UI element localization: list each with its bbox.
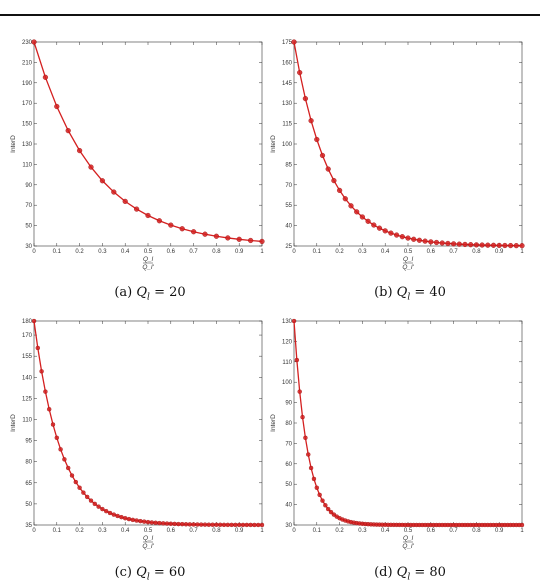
data-point <box>485 243 490 248</box>
x-tick-label: 0.6 <box>166 249 175 255</box>
data-point <box>192 522 196 526</box>
data-point <box>314 137 319 142</box>
y-tick-label: 145 <box>281 80 292 87</box>
data-point <box>165 522 169 526</box>
y-tick-label: 65 <box>25 480 32 487</box>
data-point <box>474 242 479 247</box>
data-point <box>135 519 139 523</box>
y-tick-label: 50 <box>285 482 292 489</box>
y-tick-label: 110 <box>282 359 292 366</box>
caption-d: (d) $Q_l = 80$ <box>374 565 446 583</box>
data-point <box>74 480 78 484</box>
data-point <box>184 522 188 526</box>
y-tick-label: 110 <box>22 417 32 424</box>
y-axis-label: InterD <box>10 135 17 153</box>
data-point <box>127 517 131 521</box>
data-point <box>188 522 192 526</box>
y-tick-label: 85 <box>285 162 292 169</box>
data-point <box>514 243 519 248</box>
x-label-denominator: Q_l' <box>142 264 154 271</box>
x-label-denominator: Q_l' <box>402 264 414 271</box>
data-point <box>51 423 55 427</box>
x-tick-label: 0.8 <box>212 528 221 534</box>
y-tick-label: 140 <box>21 375 32 382</box>
data-point <box>81 491 85 495</box>
y-tick-label: 130 <box>281 319 292 325</box>
x-tick-label: 1 <box>260 249 264 255</box>
data-point <box>383 228 388 233</box>
x-tick-label: 0.8 <box>472 249 481 255</box>
y-tick-label: 30 <box>285 523 292 529</box>
chart-d <box>270 315 532 555</box>
top-rule <box>0 14 540 16</box>
data-point <box>222 523 226 527</box>
data-point <box>237 237 242 242</box>
chart-a <box>10 36 272 276</box>
caption-a: (a) $Q_l = 20$ <box>114 285 186 303</box>
x-tick-label: 1 <box>520 249 524 255</box>
data-point <box>241 523 245 527</box>
data-point <box>195 523 199 527</box>
data-point <box>337 188 342 193</box>
data-point <box>89 499 93 503</box>
data-point <box>93 502 97 506</box>
y-tick-label: 70 <box>285 441 292 448</box>
y-tick-label: 100 <box>281 380 292 387</box>
x-tick-label: 0.4 <box>121 528 130 534</box>
x-tick-label: 1 <box>260 528 264 534</box>
data-point <box>161 521 165 525</box>
x-label-numerator: Q_l <box>142 535 154 542</box>
data-point <box>245 523 249 527</box>
data-point <box>423 239 428 244</box>
data-point <box>157 521 161 525</box>
data-point <box>480 243 485 248</box>
x-tick-label: 0 <box>32 528 36 534</box>
data-point <box>318 493 322 497</box>
data-point <box>349 203 354 208</box>
x-tick-label: 0.1 <box>52 528 61 534</box>
data-point <box>309 466 313 470</box>
data-point <box>320 153 325 158</box>
data-point <box>191 229 196 234</box>
data-point <box>108 511 112 515</box>
data-point <box>400 234 405 239</box>
data-point <box>40 369 44 373</box>
x-tick-label: 0.7 <box>449 249 458 255</box>
data-point <box>77 148 82 153</box>
data-point <box>36 346 40 350</box>
data-point <box>176 522 180 526</box>
data-point <box>66 128 71 133</box>
data-point <box>354 209 359 214</box>
x-tick-label: 0.8 <box>472 528 481 534</box>
data-point <box>292 319 296 323</box>
data-point <box>332 178 337 183</box>
x-tick-label: 0.8 <box>212 249 221 255</box>
data-point <box>249 523 253 527</box>
data-point <box>211 523 215 527</box>
y-tick-label: 40 <box>285 502 292 509</box>
data-point <box>173 522 177 526</box>
data-point <box>468 242 473 247</box>
x-tick-label: 0.2 <box>335 528 344 534</box>
data-point <box>440 241 445 246</box>
data-point <box>59 447 63 451</box>
plot-area <box>294 42 522 246</box>
data-point <box>428 239 433 244</box>
data-point <box>116 514 120 518</box>
data-point <box>146 520 150 524</box>
x-tick-label: 0.1 <box>312 249 321 255</box>
x-tick-label: 0.3 <box>98 528 107 534</box>
data-point <box>252 523 256 527</box>
data-point <box>78 486 82 490</box>
x-tick-label: 0.1 <box>52 249 61 255</box>
data-point <box>207 523 211 527</box>
y-tick-label: 110 <box>22 162 32 169</box>
data-point <box>154 521 158 525</box>
data-point <box>85 495 89 499</box>
data-point <box>295 358 299 362</box>
data-point <box>97 505 101 509</box>
x-tick-label: 0.5 <box>143 249 153 255</box>
data-point <box>411 237 416 242</box>
x-tick-label: 0.2 <box>75 249 84 255</box>
x-tick-label: 0.4 <box>121 249 130 255</box>
x-tick-label: 0.6 <box>426 249 435 255</box>
data-point <box>142 520 146 524</box>
data-point <box>315 486 319 490</box>
y-tick-label: 55 <box>285 203 292 210</box>
data-point <box>260 239 265 244</box>
data-point <box>508 243 513 248</box>
x-tick-label: 0.1 <box>312 528 321 534</box>
x-tick-label: 0 <box>32 249 36 255</box>
y-tick-label: 40 <box>285 223 292 230</box>
data-point <box>260 523 264 527</box>
data-point <box>303 96 308 101</box>
data-point <box>123 199 128 204</box>
x-tick-label: 0.9 <box>235 528 244 534</box>
data-point <box>343 196 348 201</box>
y-tick-label: 155 <box>21 354 32 361</box>
data-point <box>520 523 524 527</box>
x-tick-label: 0.5 <box>403 249 413 255</box>
x-tick-label: 0.7 <box>449 528 458 534</box>
x-label-numerator: Q_l <box>402 535 414 542</box>
x-tick-label: 0.5 <box>143 528 153 534</box>
data-point <box>237 523 241 527</box>
y-tick-label: 130 <box>21 142 32 148</box>
data-point <box>321 499 325 503</box>
data-point <box>43 75 48 80</box>
x-axis-label <box>142 535 154 550</box>
data-point <box>32 319 36 323</box>
x-label-denominator: Q_l' <box>142 543 154 550</box>
x-tick-label: 0.7 <box>189 528 198 534</box>
x-axis-label <box>402 256 414 271</box>
x-label-denominator: Q_l' <box>402 543 414 550</box>
y-tick-label: 95 <box>25 438 32 445</box>
x-label-numerator: Q_l <box>142 256 154 263</box>
y-tick-label: 230 <box>21 40 32 46</box>
data-point <box>32 40 37 45</box>
data-point <box>100 178 105 183</box>
data-point <box>112 513 116 517</box>
y-tick-label: 125 <box>21 396 32 403</box>
y-tick-label: 175 <box>281 40 292 46</box>
data-point <box>503 243 508 248</box>
y-tick-label: 210 <box>21 60 32 67</box>
data-point <box>180 226 185 231</box>
x-tick-label: 0.4 <box>381 249 390 255</box>
chart-b <box>270 36 532 276</box>
y-axis-label: InterD <box>270 135 277 153</box>
data-point <box>248 238 253 243</box>
y-tick-label: 170 <box>21 333 32 340</box>
x-tick-label: 0.3 <box>358 528 367 534</box>
data-point <box>389 231 394 236</box>
y-tick-label: 115 <box>282 121 292 128</box>
data-point <box>123 516 127 520</box>
data-point <box>230 523 234 527</box>
plot-area <box>294 321 522 525</box>
chart-c <box>10 315 272 555</box>
data-point <box>309 118 314 123</box>
y-tick-label: 70 <box>25 203 32 210</box>
data-point <box>520 243 525 248</box>
data-point <box>54 104 59 109</box>
y-tick-label: 120 <box>281 339 292 346</box>
y-tick-label: 150 <box>21 121 32 128</box>
x-tick-label: 0.2 <box>335 249 344 255</box>
data-point <box>203 232 208 237</box>
x-tick-label: 1 <box>520 528 524 534</box>
data-point <box>326 167 331 172</box>
x-label-numerator: Q_l <box>402 256 414 263</box>
data-point <box>463 242 468 247</box>
x-axis-label <box>142 256 154 271</box>
y-tick-label: 70 <box>285 182 292 189</box>
y-tick-label: 90 <box>25 182 32 189</box>
x-tick-label: 0.6 <box>426 528 435 534</box>
y-tick-label: 50 <box>25 223 32 230</box>
data-point <box>169 522 173 526</box>
data-point <box>451 241 456 246</box>
data-point <box>226 523 230 527</box>
data-point <box>150 520 154 524</box>
y-tick-label: 190 <box>21 80 32 87</box>
data-point <box>497 243 502 248</box>
x-tick-label: 0.3 <box>358 249 367 255</box>
data-point <box>306 452 310 456</box>
y-tick-label: 25 <box>285 244 292 250</box>
x-tick-label: 0.9 <box>495 249 504 255</box>
data-point <box>89 165 94 170</box>
x-tick-label: 0.2 <box>75 528 84 534</box>
x-tick-label: 0.3 <box>98 249 107 255</box>
data-point <box>233 523 237 527</box>
data-point <box>214 234 219 239</box>
data-point <box>292 40 297 45</box>
x-tick-label: 0.7 <box>189 249 198 255</box>
x-tick-label: 0.5 <box>403 528 413 534</box>
data-point <box>168 223 173 228</box>
y-tick-label: 80 <box>285 421 292 427</box>
x-tick-label: 0.4 <box>381 528 390 534</box>
data-point <box>157 218 162 223</box>
data-point <box>303 436 307 440</box>
data-point <box>66 466 70 470</box>
data-point <box>301 415 305 419</box>
data-point <box>371 223 376 228</box>
y-axis-label: InterD <box>10 414 17 432</box>
data-point <box>225 236 230 241</box>
data-point <box>104 509 108 513</box>
y-tick-label: 170 <box>21 101 32 108</box>
y-tick-label: 90 <box>285 400 292 407</box>
data-point <box>47 407 51 411</box>
plot-area <box>34 321 262 525</box>
data-point <box>323 503 327 507</box>
data-point <box>119 515 123 519</box>
y-tick-label: 50 <box>25 501 32 508</box>
caption-b: (b) $Q_l = 40$ <box>374 285 446 303</box>
x-tick-label: 0 <box>292 249 296 255</box>
data-point <box>446 241 451 246</box>
y-tick-label: 80 <box>25 459 32 466</box>
caption-c: (c) $Q_l = 60$ <box>114 565 186 583</box>
data-point <box>297 70 302 75</box>
data-point <box>180 522 184 526</box>
data-point <box>366 219 371 224</box>
x-tick-label: 0.6 <box>166 528 175 534</box>
data-point <box>214 523 218 527</box>
data-point <box>199 523 203 527</box>
data-point <box>457 242 462 247</box>
data-point <box>360 215 365 220</box>
data-point <box>111 190 116 195</box>
y-tick-label: 30 <box>25 244 32 250</box>
x-tick-label: 0 <box>292 528 296 534</box>
data-point <box>417 238 422 243</box>
data-point <box>62 457 66 461</box>
y-tick-label: 100 <box>281 142 292 148</box>
data-point <box>55 436 59 440</box>
y-axis-label: InterD <box>270 414 277 432</box>
data-point <box>406 236 411 241</box>
data-point <box>203 523 207 527</box>
data-point <box>377 226 382 231</box>
data-point <box>100 507 104 511</box>
y-tick-label: 35 <box>25 523 32 529</box>
y-tick-label: 180 <box>21 319 32 325</box>
data-point <box>394 233 399 238</box>
data-point <box>256 523 260 527</box>
y-tick-label: 130 <box>281 101 292 108</box>
data-point <box>131 518 135 522</box>
data-point <box>491 243 496 248</box>
data-point <box>138 519 142 523</box>
data-point <box>70 474 74 478</box>
data-point <box>218 523 222 527</box>
data-point <box>43 390 47 394</box>
data-point <box>298 390 302 394</box>
data-point <box>146 213 151 218</box>
y-tick-label: 60 <box>285 461 292 468</box>
data-point <box>434 240 439 245</box>
data-point <box>134 207 139 212</box>
x-tick-label: 0.9 <box>495 528 504 534</box>
x-tick-label: 0.9 <box>235 249 244 255</box>
x-axis-label <box>402 535 414 550</box>
data-point <box>312 477 316 481</box>
y-tick-label: 160 <box>281 60 292 67</box>
